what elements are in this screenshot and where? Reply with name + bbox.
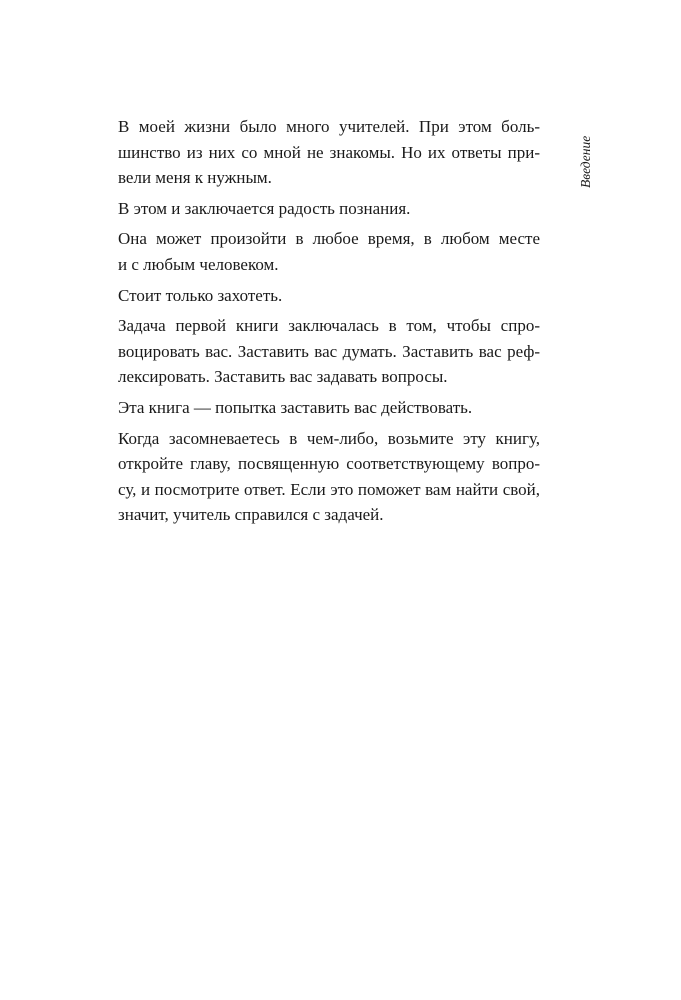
paragraph [118, 313, 540, 390]
text-line: В этом и заключается радость познания. [118, 198, 411, 218]
text-line: лексировать. Заставить вас задавать вопросы. [118, 367, 448, 387]
body-text [118, 114, 540, 533]
paragraph [118, 426, 540, 528]
text-line: вели меня к нужным. [118, 168, 272, 188]
paragraph [118, 226, 540, 277]
paragraph [118, 283, 540, 309]
text-line: В моей жизни было много учителей. При этом боль- [118, 117, 540, 136]
running-head [574, 118, 594, 188]
text-line: Стоит только захотеть. [118, 285, 283, 305]
text-line: Задача первой книги заключалась в том, чтобы спро- [118, 316, 540, 336]
text-line: Она может произойти в любое время, в любом месте [118, 229, 540, 249]
text-line: воцировать вас. Заставить вас думать. Заставить вас реф- [118, 341, 540, 361]
text-line: и с любым человеком. [118, 254, 279, 274]
text-line: Эта книга — попытка заставить вас действовать. [118, 397, 473, 417]
paragraph [118, 395, 540, 421]
text-line: откройте главу, посвященную соответствующему вопро- [118, 454, 540, 474]
running-head-text: Введение [578, 135, 593, 188]
text-line: Когда засомневаетесь в чем-либо, возьмите эту книгу, [118, 428, 540, 448]
paragraph [118, 196, 540, 222]
text-line: значит, учитель справился с задачей. [118, 505, 384, 525]
paragraph [118, 114, 540, 191]
text-line: су, и посмотрите ответ. Если это поможет вам найти свой, [118, 479, 540, 499]
text-line: шинство из них со мной не знакомы. Но их ответы при- [118, 142, 540, 162]
